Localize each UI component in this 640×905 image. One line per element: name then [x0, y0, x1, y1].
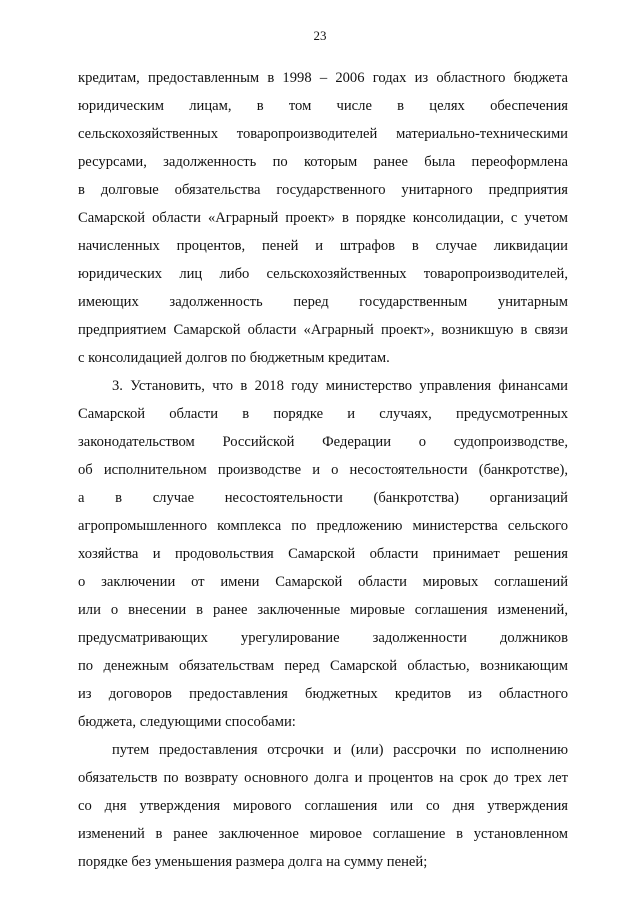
- text-line: кредитам, предоставленным в 1998 – 2006 годах из областного бюджета: [78, 70, 568, 86]
- text-line: по денежным обязательствам перед Самарской областью, возникающим: [78, 658, 568, 674]
- text-line: бюджета, следующими способами:: [78, 714, 296, 730]
- text-line: или о внесении в ранее заключенные мировые соглашения изменений,: [78, 602, 568, 618]
- text-line: агропромышленного комплекса по предложению министерства сельского: [78, 518, 568, 534]
- text-line: юридическим лицам, в том числе в целях обеспечения: [78, 98, 568, 114]
- text-line: законодательством Российской Федерации о судопроизводстве,: [78, 434, 568, 450]
- text-line: изменений в ранее заключенное мировое соглашение в установленном: [78, 826, 568, 842]
- text-line: порядке без уменьшения размера долга на сумму пеней;: [78, 854, 428, 870]
- text-line: из договоров предоставления бюджетных кредитов из областного: [78, 686, 568, 702]
- page-number: 23: [313, 28, 327, 43]
- text-line: предприятием Самарской области «Аграрный проект», возникшую в связи: [78, 322, 568, 338]
- text-line: со дня утверждения мирового соглашения или со дня утверждения: [78, 798, 568, 814]
- paragraph-start-line: 3. Установить, что в 2018 году министерство управления финансами: [112, 378, 568, 394]
- text-line: имеющих задолженность перед государственным унитарным: [78, 294, 568, 310]
- text-line: о заключении от имени Самарской области мировых соглашений: [78, 574, 568, 590]
- text-line: Самарской области «Аграрный проект» в порядке консолидации, с учетом: [78, 210, 568, 226]
- text-line: с консолидацией долгов по бюджетным кредитам.: [78, 350, 390, 366]
- text-line: хозяйства и продовольствия Самарской области принимает решения: [78, 546, 568, 562]
- text-line: предусматривающих урегулирование задолженности должников: [78, 630, 568, 646]
- text-line: а в случае несостоятельности (банкротства) организаций: [78, 490, 568, 506]
- text-line: сельскохозяйственных товаропроизводителей материально-техническими: [78, 126, 568, 142]
- text-line: обязательств по возврату основного долга и процентов на срок до трех лет: [78, 770, 568, 786]
- text-line: начисленных процентов, пеней и штрафов в случае ликвидации: [78, 238, 568, 254]
- text-line: юридических лиц либо сельскохозяйственных товаропроизводителей,: [78, 266, 568, 282]
- text-line: Самарской области в порядке и случаях, предусмотренных: [78, 406, 568, 422]
- text-line: об исполнительном производстве и о несостоятельности (банкротстве),: [78, 462, 568, 478]
- text-line: в долговые обязательства государственного унитарного предприятия: [78, 182, 568, 198]
- text-line: ресурсами, задолженность по которым ранее была переоформлена: [78, 154, 568, 170]
- paragraph-start-line: путем предоставления отсрочки и (или) рассрочки по исполнению: [112, 742, 568, 758]
